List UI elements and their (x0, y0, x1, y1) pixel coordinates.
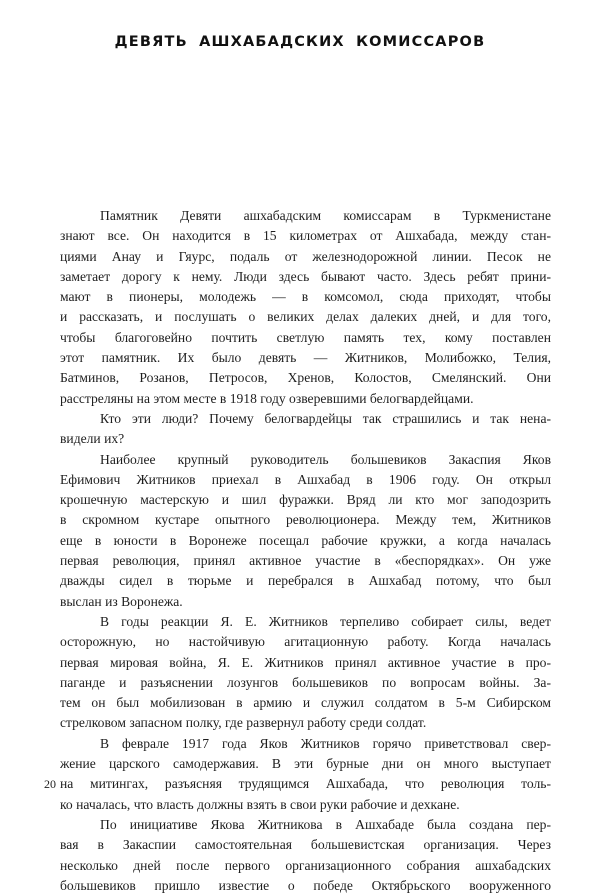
text-line: Наиболее крупный руководитель большевиков Закаспия Яков (100, 451, 551, 467)
text-line: ко началась, что власть должны взять в свои руки рабочие и дехкане. (60, 796, 460, 812)
text-line: несколько дней после первого организационного собрания ашхабадских (60, 857, 551, 873)
text-line: выслан из Воронежа. (60, 593, 183, 609)
page-number: 20 (44, 777, 56, 791)
text-line: вая в Закаспии самостоятельная большевистская организация. Через (60, 837, 551, 853)
text-line: чтобы благоговейно почтить светлую память тех, кому поставлен (60, 329, 551, 345)
text-line: По инициативе Якова Житникова в Ашхабаде была создана пер- (100, 816, 551, 832)
text-line: Батминов, Розанов, Петросов, Хренов, Колостов, Смелянский. Они (60, 370, 551, 386)
text-line: мают в пионеры, молодежь — в комсомол, сюда приходят, чтобы (60, 289, 551, 305)
text-line: дважды сидел в тюрьме и перебрался в Ашхабад потому, что был (60, 573, 551, 589)
text-line: тем он был мобилизован в армию и служил солдатом в 5-м Сибирском (60, 695, 551, 711)
text-line: еще в юности в Воронеже посещал рабочие кружки, а когда началась (60, 532, 551, 548)
text-line: Ефимович Житников приехал в Ашхабад в 1906 году. Он открыл (60, 471, 551, 487)
text-line: этот памятник. Их было девять — Житников, Молибожко, Телия, (60, 350, 551, 366)
text-line: расстреляны на этом месте в 1918 году озверевшими белогвардейцами. (60, 390, 474, 406)
text-line: циями Анау и Гяурс, подаль от железнодорожной линии. Песок не (60, 248, 551, 264)
text-line: в скромном кустаре опытного революционера. Между тем, Житников (60, 512, 551, 528)
text-line: заметает дорогу к нему. Люди здесь бывают часто. Здесь ребят прини- (60, 268, 551, 284)
text-line: жение царского самодержавия. В эти бурные дни он много выступает (60, 756, 551, 772)
text-line: и рассказать, и послушать о великих делах далеких дней, и для того, (60, 309, 551, 325)
text-line: крошечную мастерскую и шил фуражки. Вряд ли кто мог заподозрить (60, 492, 551, 508)
text-line: паганде и разъяснении лозунгов большевиков по вопросам войны. За- (60, 674, 551, 690)
text-line: В годы реакции Я. Е. Житников терпеливо собирает силы, ведет (100, 613, 551, 629)
text-line: первая мировая война, Я. Е. Житников принял активное участие в про- (60, 654, 551, 670)
text-line: Кто эти люди? Почему белогвардейцы так страшились и так нена- (100, 410, 551, 426)
text-line: знают все. Он находится в 15 километрах от Ашхабада, между стан- (60, 228, 551, 244)
text-line: первая революция, принял активное участие в «беспорядках». Он уже (60, 553, 551, 569)
chapter-title: ДЕВЯТЬ АШХАБАДСКИХ КОМИССАРОВ (114, 34, 486, 50)
text-line: осторожную, но настойчивую агитационную работу. Когда началась (60, 634, 551, 650)
text-line: В феврале 1917 года Яков Житников горячо приветствовал свер- (100, 735, 551, 751)
text-line: Памятник Девяти ашхабадским комиссарам в Туркменистане (100, 208, 551, 223)
text-line: на митингах, разъясняя трудящимся Ашхабада, что революция толь- (60, 776, 551, 792)
text-line: большевиков пришло известие о победе Октябрьского вооруженного (60, 877, 551, 893)
text-line: стрелковом запасном полку, где развернул работу среди солдат. (60, 715, 427, 731)
body-text (60, 206, 551, 896)
text-line: видели их? (60, 431, 125, 447)
